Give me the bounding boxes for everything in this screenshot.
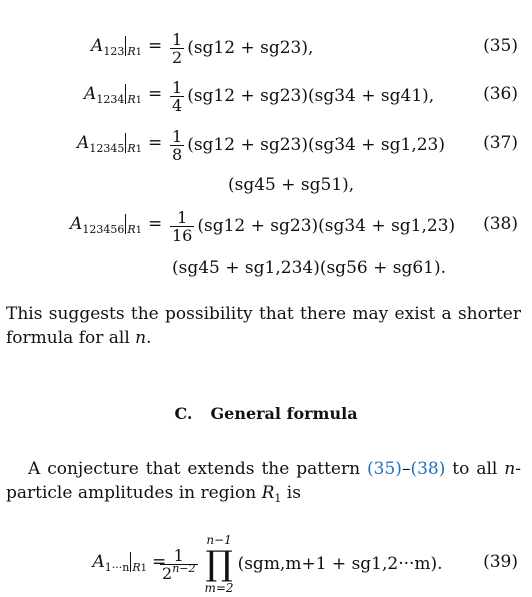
- equation-number: (36): [483, 84, 518, 104]
- amplitude-subscript: 1234: [96, 93, 125, 106]
- section-number: C.: [174, 404, 193, 423]
- variable-n: n: [135, 328, 147, 348]
- equation-rhs: (sg12 + sg23)(sg34 + sg1,23): [187, 135, 445, 155]
- variable-n: n: [504, 459, 516, 479]
- equation-39: $A_{1\cdot\cdot\cdot n}$ $_{R1}$ = $\frac{1}{2^{n-2}}$ n−1 ∏ m=2 (sgm,m+1 + sg1,2···m). (39): [92, 533, 518, 595]
- equation-number: (35): [483, 36, 518, 56]
- paragraph-1-text: This suggests the possibility that there may exist a shorter formula for all: [6, 304, 521, 348]
- product-lower-limit: m=2: [204, 581, 234, 595]
- equation-38-continuation: (sg45 + sg1,234)(sg56 + sg61).: [172, 258, 447, 278]
- equals-sign: =: [148, 36, 163, 56]
- equation-reference-38[interactable]: (38): [410, 459, 446, 479]
- equals-sign: =: [148, 214, 163, 234]
- equation-number: (38): [483, 214, 518, 234]
- equation-reference-35[interactable]: (35): [367, 459, 402, 479]
- paragraph-2: A conjecture that extends the pattern (35)–(38) to all n-particle amplitudes in region $R_1$ is: [6, 459, 521, 505]
- section-title: General formula: [210, 404, 358, 423]
- amplitude-subscript: 123456: [82, 223, 125, 236]
- equation-rhs: (sg12 + sg23),: [187, 38, 314, 58]
- region-subscript: 1: [135, 95, 142, 106]
- equation-37: $A_{12345}$ $_{R1}$ = $\frac{1}{8}$ (sg12 + sg23)(sg34 + sg1,23) (37): [77, 126, 518, 164]
- fraction: $\frac{1}{2^{n-2}}$: [162, 545, 196, 583]
- equation-35: $A_{123}$ $_{R1}$ = $\frac{1}{2}$ (sg12 + sg23), (35): [91, 29, 518, 67]
- amplitude-subscript: 12345: [89, 142, 125, 155]
- equation-38: $A_{123456}$ $_{R1}$ = $\frac{1}{16}$ (sg12 + sg23)(sg34 + sg1,23) (38): [70, 207, 518, 245]
- equation-rhs: (sg12 + sg23)(sg34 + sg41),: [187, 86, 435, 106]
- product-operator: n−1 ∏ m=2: [204, 533, 234, 595]
- equals-sign: =: [148, 133, 163, 153]
- product-upper-limit: n−1: [206, 533, 232, 547]
- region-subscript: 1: [135, 47, 142, 58]
- equation-36: $A_{1234}$ $_{R1}$ = $\frac{1}{4}$ (sg12 + sg23)(sg34 + sg41), (36): [84, 77, 518, 115]
- region-subscript: 1: [140, 563, 147, 574]
- equation-37-continuation: (sg45 + sg51),: [228, 175, 355, 195]
- fraction: $\frac{1}{2}$: [172, 29, 183, 67]
- equation-number: (39): [483, 552, 518, 572]
- equals-sign: =: [148, 84, 163, 104]
- paragraph-1: This suggests the possibility that there may exist a shorter formula for all n.: [6, 304, 521, 348]
- fraction: $\frac{1}{16}$: [172, 207, 193, 245]
- equation-rhs: (sgm,m+1 + sg1,2···m).: [237, 554, 443, 574]
- equation-number: (37): [483, 133, 518, 153]
- amplitude-subscript: 1···n: [104, 561, 130, 574]
- equals-sign: =: [152, 552, 167, 572]
- fraction: $\frac{1}{4}$: [172, 77, 183, 115]
- region-subscript: 1: [135, 225, 142, 236]
- amplitude-subscript: 123: [103, 45, 125, 58]
- section-heading: [0, 404, 532, 423]
- fraction: $\frac{1}{8}$: [172, 126, 183, 164]
- region-symbol: R: [261, 483, 275, 503]
- equation-rhs: (sg12 + sg23)(sg34 + sg1,23): [197, 216, 456, 236]
- region-subscript: 1: [135, 144, 142, 155]
